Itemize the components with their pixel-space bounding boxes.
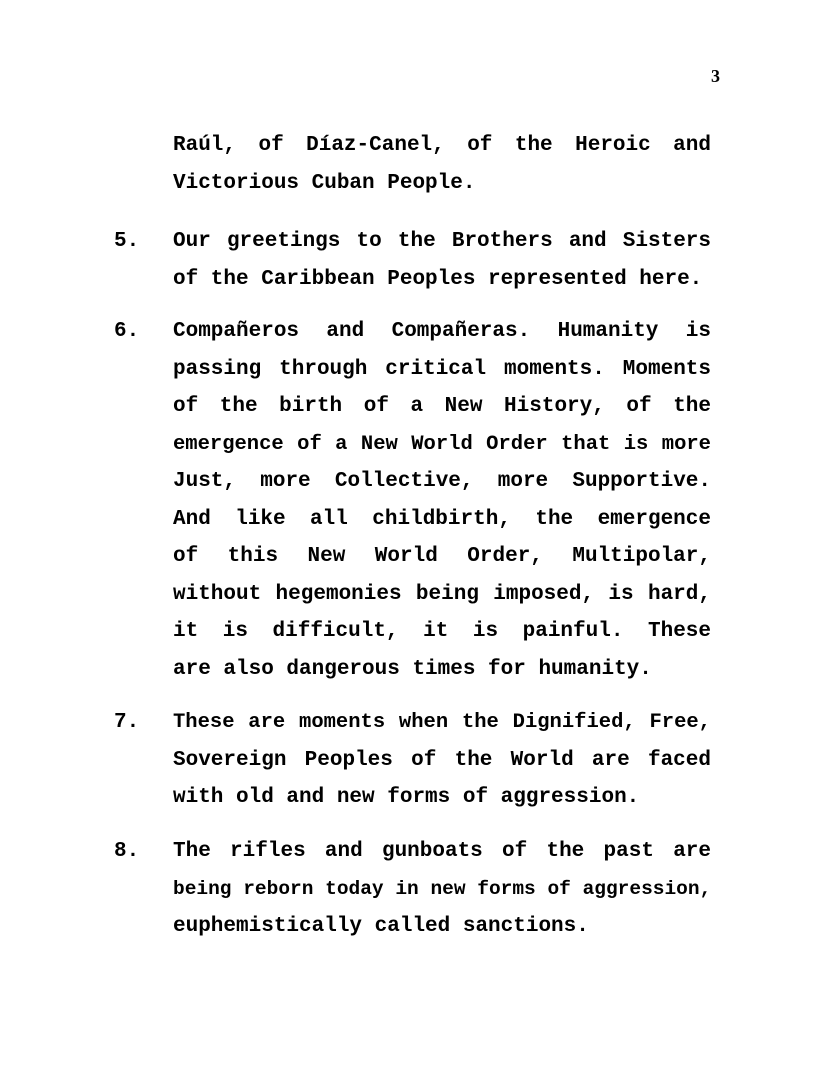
text-line: of this New World Order, Multipolar, <box>173 545 711 568</box>
text-line: And like all childbirth, the emergence <box>173 507 711 531</box>
paragraph-text <box>173 704 711 817</box>
text-line: Our greetings to the Brothers and Sisters <box>173 230 711 253</box>
text-line: Compañeros and Compañeras. Humanity is <box>173 320 711 343</box>
text-line: with old and new forms of aggression. <box>173 786 640 809</box>
text-line: Victorious Cuban People. <box>173 171 476 195</box>
paragraph-text <box>173 127 711 202</box>
text-line: it is difficult, it is painful. These <box>173 620 711 643</box>
text-line: without hegemonies being imposed, is hard, <box>173 582 711 606</box>
paragraph-text <box>173 833 711 946</box>
text-line: emergence of a New World Order that is more <box>173 432 711 456</box>
text-line: euphemistically called sanctions. <box>173 915 589 938</box>
text-line: of the Caribbean Peoples represented here. <box>173 267 703 291</box>
text-line: are also dangerous times for humanity. <box>173 657 652 681</box>
paragraph-number: 6. <box>114 320 140 343</box>
text-line: The rifles and gunboats of the past are <box>173 840 711 863</box>
paragraph-number: 7. <box>114 711 140 734</box>
paragraph-number: 8. <box>114 840 140 863</box>
paragraph-text <box>173 313 711 688</box>
text-line: of the birth of a New History, of the <box>173 395 711 418</box>
paragraph-number: 5. <box>114 230 140 253</box>
text-line: Sovereign Peoples of the World are faced <box>173 748 711 772</box>
text-line: These are moments when the Dignified, Free, <box>173 711 711 734</box>
text-line: Raúl, of Díaz-Canel, of the Heroic and <box>173 134 711 157</box>
page-number: 3 <box>711 66 720 86</box>
text-line: being reborn today in new forms of aggression, <box>173 877 712 900</box>
text-line: passing through critical moments. Moments <box>173 357 711 381</box>
paragraph-text <box>173 223 711 298</box>
text-line: Just, more Collective, more Supportive. <box>173 470 711 493</box>
